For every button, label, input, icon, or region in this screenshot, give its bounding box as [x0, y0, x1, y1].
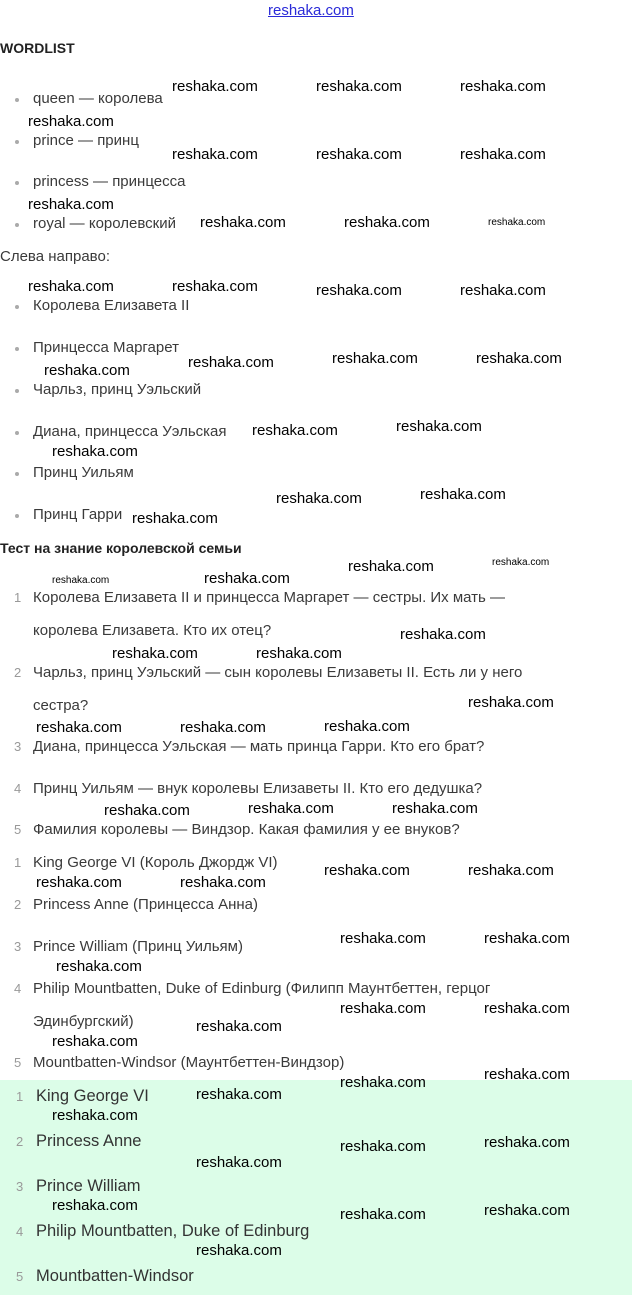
- watermark-text: reshaka.com: [56, 958, 142, 975]
- watermark-text: reshaka.com: [348, 558, 434, 575]
- watermark-text: reshaka.com: [476, 350, 562, 367]
- watermark-text: reshaka.com: [484, 930, 570, 947]
- bullet-icon: [15, 389, 19, 393]
- watermark-text: reshaka.com: [180, 874, 266, 891]
- answer-number: 3: [16, 1179, 24, 1194]
- wordlist-item: queen — королева: [33, 90, 163, 107]
- left-to-right-heading: Слева направо:: [0, 248, 110, 265]
- watermark-text: reshaka.com: [196, 1154, 282, 1171]
- question-number: 3: [14, 739, 22, 754]
- answer-text: Philip Mountbatten, Duke of Edinburg (Филипп Маунтбеттен, герцог: [33, 980, 491, 997]
- question-text: сестра?: [33, 697, 89, 714]
- watermark-text: reshaka.com: [460, 146, 546, 163]
- watermark-text: reshaka.com: [112, 645, 198, 662]
- watermark-text: reshaka.com: [492, 557, 550, 568]
- watermark-text: reshaka.com: [324, 862, 410, 879]
- bullet-icon: [15, 347, 19, 351]
- watermark-text: reshaka.com: [196, 1018, 282, 1035]
- answer-number: 2: [14, 897, 22, 912]
- bullet-icon: [15, 305, 19, 309]
- answer-text: Mountbatten-Windsor (Маунтбеттен-Виндзор): [33, 1054, 345, 1071]
- watermark-text: reshaka.com: [36, 874, 122, 891]
- person-item: Принц Гарри: [33, 506, 123, 523]
- answer-number: 5: [14, 1055, 22, 1070]
- wordlist-item: princess — принцесса: [33, 173, 186, 190]
- watermark-text: reshaka.com: [340, 1206, 426, 1223]
- answer-text-en: Mountbatten-Windsor: [36, 1267, 194, 1285]
- answer-text: Prince William (Принц Уильям): [33, 938, 243, 955]
- watermark-text: reshaka.com: [340, 1138, 426, 1155]
- watermark-text: reshaka.com: [132, 510, 218, 527]
- watermark-text: reshaka.com: [188, 354, 274, 371]
- watermark-text: reshaka.com: [340, 1000, 426, 1017]
- answer-text-en: Princess Anne: [36, 1132, 142, 1150]
- question-number: 5: [14, 822, 22, 837]
- watermark-text: reshaka.com: [340, 1074, 426, 1091]
- watermark-text: reshaka.com: [52, 1107, 138, 1124]
- bullet-icon: [15, 431, 19, 435]
- bullet-icon: [15, 181, 19, 185]
- bullet-icon: [15, 472, 19, 476]
- question-number: 2: [14, 665, 22, 680]
- watermark-text: reshaka.com: [332, 350, 418, 367]
- watermark-text: reshaka.com: [484, 1066, 570, 1083]
- watermark-text: reshaka.com: [420, 486, 506, 503]
- watermark-text: reshaka.com: [44, 362, 130, 379]
- question-text: Диана, принцесса Уэльская — мать принца Гарри. Кто его брат?: [33, 738, 485, 755]
- bullet-icon: [15, 223, 19, 227]
- watermark-text: reshaka.com: [248, 800, 334, 817]
- watermark-text: reshaka.com: [396, 418, 482, 435]
- watermark-text: reshaka.com: [468, 862, 554, 879]
- watermark-text: reshaka.com: [104, 802, 190, 819]
- person-item: Королева Елизавета II: [33, 297, 190, 314]
- watermark-text: reshaka.com: [196, 1086, 282, 1103]
- watermark-text: reshaka.com: [340, 930, 426, 947]
- watermark-text: reshaka.com: [400, 626, 486, 643]
- watermark-text: reshaka.com: [180, 719, 266, 736]
- watermark-text: reshaka.com: [484, 1134, 570, 1151]
- question-text: Фамилия королевы — Виндзор. Какая фамилия у ее внуков?: [33, 821, 460, 838]
- watermark-text: reshaka.com: [392, 800, 478, 817]
- watermark-text: reshaka.com: [52, 575, 110, 586]
- watermark-text: reshaka.com: [28, 278, 114, 295]
- wordlist-item: prince — принц: [33, 132, 139, 149]
- watermark-text: reshaka.com: [316, 78, 402, 95]
- question-text: Чарльз, принц Уэльский — сын королевы Елизаветы II. Есть ли у него: [33, 664, 523, 681]
- answer-number: 4: [16, 1224, 24, 1239]
- bullet-icon: [15, 140, 19, 144]
- watermark-text: reshaka.com: [28, 113, 114, 130]
- watermark-text: reshaka.com: [316, 282, 402, 299]
- person-item: Принц Уильям: [33, 464, 134, 481]
- answer-number: 2: [16, 1134, 24, 1149]
- watermark-text: reshaka.com: [256, 645, 342, 662]
- watermark-text: reshaka.com: [200, 214, 286, 231]
- watermark-text: reshaka.com: [204, 570, 290, 587]
- answer-number: 5: [16, 1269, 24, 1284]
- watermark-text: reshaka.com: [484, 1202, 570, 1219]
- answer-text: Princess Anne (Принцесса Анна): [33, 896, 259, 913]
- watermark-text: reshaka.com: [172, 78, 258, 95]
- answer-number: 4: [14, 981, 22, 996]
- answer-text-en: Philip Mountbatten, Duke of Edinburg: [36, 1222, 310, 1240]
- watermark-text: reshaka.com: [172, 278, 258, 295]
- answer-text: Эдинбургский): [33, 1013, 134, 1030]
- watermark-text: reshaka.com: [460, 282, 546, 299]
- watermark-text: reshaka.com: [252, 422, 338, 439]
- watermark-text: reshaka.com: [172, 146, 258, 163]
- question-text: Принц Уильям — внук королевы Елизаветы II. Кто его дедушка?: [33, 780, 483, 797]
- watermark-text: reshaka.com: [28, 196, 114, 213]
- watermark-text: reshaka.com: [52, 1197, 138, 1214]
- watermark-text: reshaka.com: [52, 1033, 138, 1050]
- watermark-text: reshaka.com: [316, 146, 402, 163]
- answer-text-en: Prince William: [36, 1177, 141, 1195]
- person-item: Диана, принцесса Уэльская: [33, 423, 227, 440]
- question-number: 1: [14, 590, 22, 605]
- answer-number: 1: [16, 1089, 24, 1104]
- wordlist-heading: WORDLIST: [0, 40, 75, 56]
- wordlist-item: royal — королевский: [33, 215, 176, 232]
- watermark-text: reshaka.com: [460, 78, 546, 95]
- quiz-heading: Тест на знание королевской семьи: [0, 540, 242, 556]
- question-number: 4: [14, 781, 22, 796]
- watermark-text: reshaka.com: [488, 217, 546, 228]
- person-item: Принцесса Маргарет: [33, 339, 179, 356]
- watermark-text: reshaka.com: [324, 718, 410, 735]
- answer-number: 3: [14, 939, 22, 954]
- bullet-icon: [15, 514, 19, 518]
- answer-number: 1: [14, 855, 22, 870]
- answer-text-en: King George VI: [36, 1087, 149, 1105]
- answer-text: King George VI (Король Джордж VI): [33, 854, 278, 871]
- watermark-text: reshaka.com: [36, 719, 122, 736]
- watermark-text: reshaka.com: [276, 490, 362, 507]
- question-text: Королева Елизавета II и принцесса Маргарет — сестры. Их мать —: [33, 589, 506, 606]
- question-text: королева Елизавета. Кто их отец?: [33, 622, 272, 639]
- bullet-icon: [15, 98, 19, 102]
- watermark-text: reshaka.com: [468, 694, 554, 711]
- watermark-text: reshaka.com: [52, 443, 138, 460]
- watermark-text: reshaka.com: [344, 214, 430, 231]
- watermark-text: reshaka.com: [196, 1242, 282, 1259]
- person-item: Чарльз, принц Уэльский: [33, 381, 202, 398]
- watermark-text: reshaka.com: [484, 1000, 570, 1017]
- site-link[interactable]: reshaka.com: [268, 2, 354, 19]
